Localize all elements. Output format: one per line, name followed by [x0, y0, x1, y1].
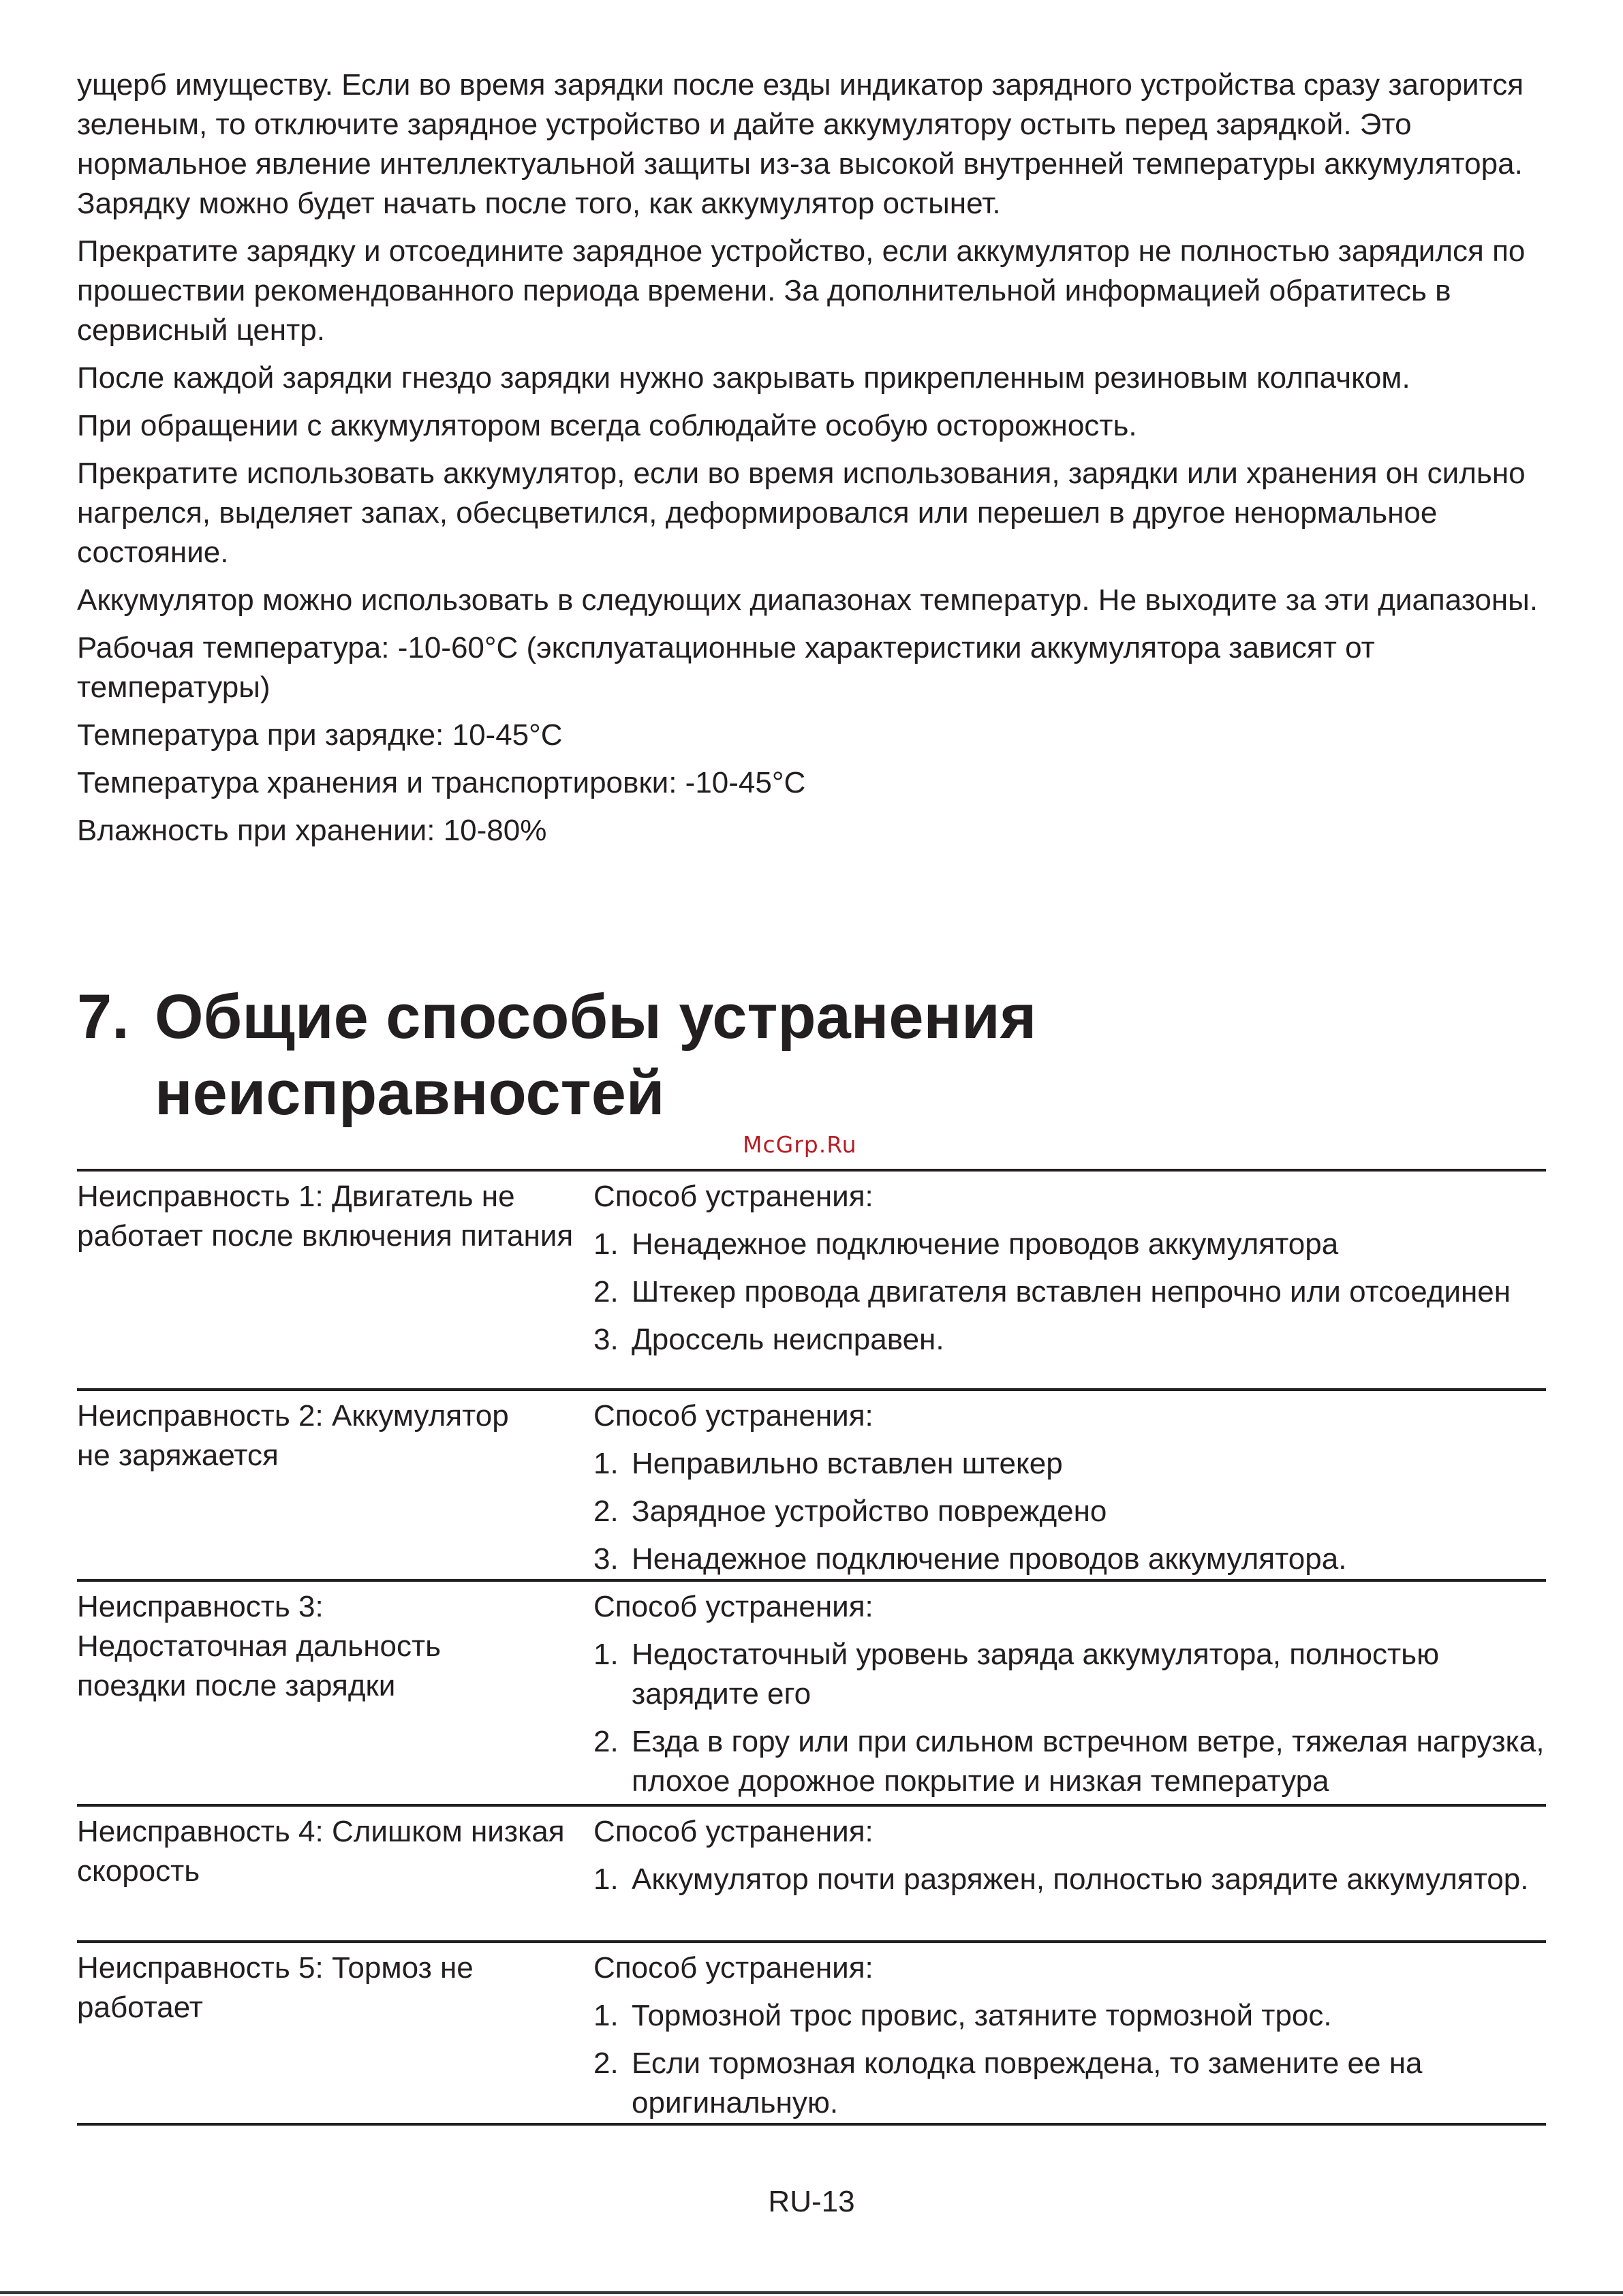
table-row: [77, 1579, 1546, 1804]
item-number: 1.: [593, 1227, 619, 1261]
table-row: [77, 1169, 1546, 1388]
item-number: 1.: [593, 1447, 619, 1480]
troubleshooting-table: [77, 1169, 1546, 2126]
list-item: [593, 1635, 1546, 1714]
solution-label: Способ устранения:: [593, 1951, 874, 1985]
watermark: McGrp.Ru: [743, 1131, 857, 1158]
paragraph-stop-using: Прекратите использовать аккумулятор, если во время использования, зарядки или хранения он сильно нагрелся, выделяет запах, обесцветился, деформировался или перешел в другое ненормальное состояние.: [77, 457, 1526, 569]
list-item: [593, 1722, 1546, 1801]
paragraph-operating-temp: Рабочая температура: -10-60°C (эксплуатационные характеристики аккумулятора зависят от температуры): [77, 631, 1375, 704]
solution-cell: [593, 1948, 1546, 2117]
bottom-rule: [0, 2291, 1623, 2294]
paragraph-charging-temp: Температура при зарядке: 10-45°C: [77, 718, 563, 752]
list-item: [593, 2044, 1546, 2123]
item-number: 3.: [593, 1542, 619, 1576]
problem-cell: Неисправность 5: Тормоз не работает: [77, 1951, 474, 2024]
problem-cell: Неисправность 1: Двигатель не работает после включения питания: [77, 1180, 574, 1253]
list-item: [593, 1225, 1546, 1264]
solution-label: Способ устранения:: [593, 1590, 874, 1623]
solution-label: Способ устранения:: [593, 1180, 874, 1213]
paragraph-stop-charging: Прекратите зарядку и отсоедините зарядное устройство, если аккумулятор не полностью зарядился по прошествии рекомендованного периода времени. За дополнительной информацией обратитесь в сервисный центр.: [77, 234, 1526, 347]
paragraph-charging-indicator: ущерб имуществу. Если во время зарядки после езды индикатор зарядного устройства сразу загорится зеленым, то отключите зарядное устройство и дайте аккумулятору остыть перед зарядкой. Это нормальное явление интеллектуальной защиты из-за высокой внутренней температуры аккумулятора. Зарядку можно будет начать после того, как аккумулятор остынет.: [77, 68, 1524, 220]
list-item: [593, 1444, 1546, 1484]
item-number: 1.: [593, 1638, 619, 1671]
item-number: 1.: [593, 1999, 619, 2032]
item-text: Неправильно вставлен штекер: [632, 1447, 1063, 1480]
section-number: 7.: [77, 982, 129, 1052]
item-number: 1.: [593, 1863, 619, 1896]
item-number: 2.: [593, 1495, 619, 1528]
item-text: Недостаточный уровень заряда аккумулятора, полностью зарядите его: [632, 1638, 1440, 1711]
table-row: [77, 1804, 1546, 1940]
item-text: Зарядное устройство повреждено: [632, 1495, 1107, 1528]
problem-text: Неисправность 2: Аккумулятор не заряжается: [77, 1399, 509, 1472]
paragraph-caution: При обращении с аккумулятором всегда соблюдайте особую осторожность.: [77, 409, 1137, 442]
paragraph-storage-humidity: Влажность при хранении: 10-80%: [77, 814, 547, 847]
list-item: [593, 1320, 1546, 1360]
page-number: RU-13: [768, 2185, 855, 2218]
item-number: 3.: [593, 1323, 619, 1356]
item-text: Ненадежное подключение проводов аккумулятора: [632, 1227, 1339, 1261]
item-text: Если тормозная колодка повреждена, то замените ее на оригинальную.: [632, 2047, 1423, 2119]
list-item: [593, 1996, 1546, 2036]
item-text: Аккумулятор почти разряжен, полностью зарядите аккумулятор.: [632, 1863, 1529, 1896]
paragraph-rubber-cap: После каждой зарядки гнездо зарядки нужно закрывать прикрепленным резиновым колпачком.: [77, 361, 1410, 395]
item-text: Ненадежное подключение проводов аккумулятора.: [632, 1542, 1347, 1576]
solution-cell: [593, 1587, 1546, 1798]
item-number: 2.: [593, 2047, 619, 2080]
problem-cell: Неисправность 4: Слишком низкая скорость: [77, 1815, 565, 1888]
item-number: 2.: [593, 1275, 619, 1308]
list-item: [593, 1540, 1546, 1579]
solution-cell: [593, 1177, 1546, 1383]
solution-cell: [593, 1396, 1546, 1574]
section-heading: [77, 979, 1245, 1131]
list-item: [593, 1272, 1546, 1312]
item-text: Езда в гору или при сильном встречном ветре, тяжелая нагрузка, плохое дорожное покрытие и низкая температура: [632, 1725, 1545, 1798]
item-text: Тормозной трос провис, затяните тормозной трос.: [632, 1999, 1332, 2032]
solution-label: Способ устранения:: [593, 1815, 874, 1848]
problem-cell: [77, 1587, 593, 1798]
table-row: [77, 1940, 1546, 2126]
body-text: [77, 65, 1546, 859]
solution-label: Способ устранения:: [593, 1399, 874, 1433]
item-text: Дроссель неисправен.: [632, 1323, 944, 1356]
paragraph-storage-temp: Температура хранения и транспортировки: -10-45°C: [77, 766, 806, 799]
problem-cell: [77, 1396, 593, 1574]
list-item: [593, 1860, 1546, 1899]
section-title: Общие способы устранения неисправностей: [155, 982, 1037, 1128]
item-number: 2.: [593, 1725, 619, 1758]
table-row: [77, 1388, 1546, 1579]
item-text: Штекер провода двигателя вставлен непрочно или отсоединен: [632, 1275, 1511, 1308]
problem-text: Неисправность 3: Недостаточная дальность поездки после зарядки: [77, 1590, 442, 1702]
list-item: [593, 1492, 1546, 1531]
paragraph-temperature-ranges: Аккумулятор можно использовать в следующих диапазонах температур. Не выходите за эти диапазоны.: [77, 583, 1539, 617]
solution-cell: [593, 1812, 1546, 1935]
